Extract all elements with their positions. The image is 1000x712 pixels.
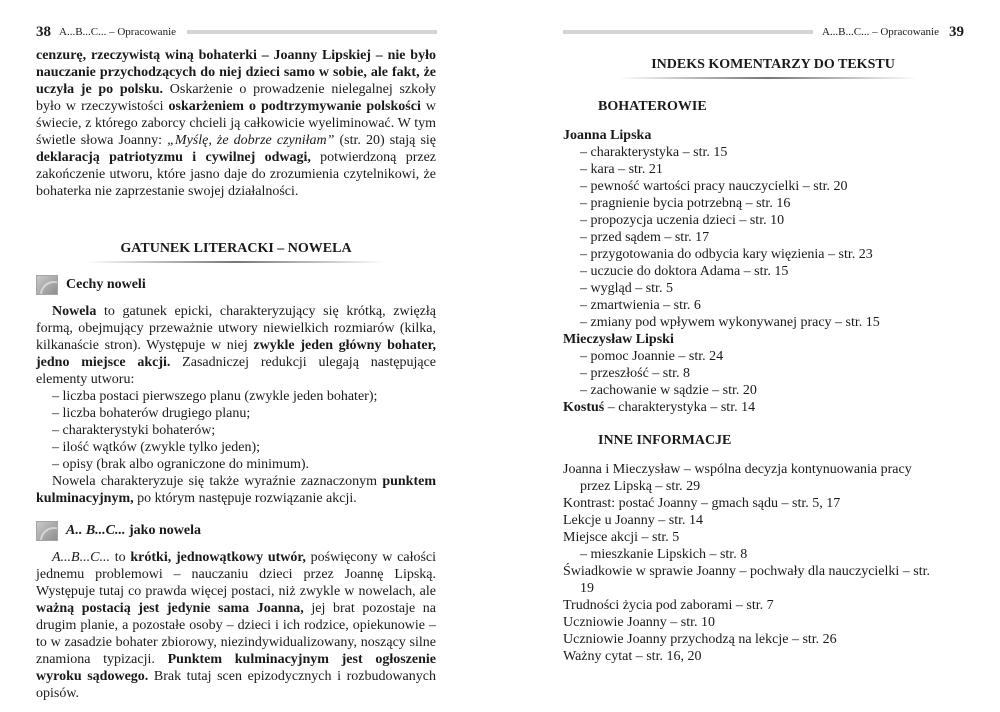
running-title: A...B...C... – Opracowanie: [821, 26, 939, 38]
index-entry: [563, 399, 943, 416]
index-entry: Trudności życia pod zaborami – str. 7: [563, 598, 774, 613]
header-rule: [563, 30, 813, 34]
text-bold: oskarżeniem o podtrzymywanie polskości: [168, 99, 421, 114]
text: jej brat pozostaje na drugim planie, a pozostałe osoby – dzieci i ich rodzice, opiekunowie – to w zasadzie bohater zbiorowy, niezindywidualizowany, noszący silne znamiona typizacji.: [36, 601, 436, 667]
text-bold: krótki, jednowątkowy utwór,: [130, 550, 306, 565]
list-item: – ilość wątków (zwykle tylko jeden);: [52, 440, 261, 455]
subsection-title: Cechy noweli: [66, 277, 146, 292]
paragraph: [36, 473, 436, 507]
index-entry: – pomoc Joannie – str. 24: [580, 349, 724, 364]
index-entry: – zmartwienia – str. 6: [580, 298, 701, 313]
index-entry: Miejsce akcji – str. 5: [563, 530, 680, 545]
index-entry: – zachowanie w sądzie – str. 20: [580, 383, 757, 398]
index-entry: – wygląd – str. 5: [580, 281, 673, 296]
subsection-header: [36, 275, 436, 295]
subsection-header: [36, 521, 436, 541]
header-rule: [187, 30, 437, 34]
text: potwierdzoną przez zakończenie utworu, które jasno daje do zrozumienia czytelnikowi, że bohaterka nie zaprzestanie swojej działalności.: [36, 150, 436, 199]
index-entry: Lekcje u Joanny – str. 14: [563, 513, 703, 528]
section-header: [36, 241, 436, 263]
text: po którym następuje rozwiązanie akcji.: [133, 491, 357, 506]
text: Zasadniczej redukcji ulegają następujące elementy utworu:: [36, 355, 436, 387]
text-bold: Nowela: [52, 304, 97, 319]
index-entry: – pewność wartości pracy nauczycielki – str. 20: [580, 179, 848, 194]
index-entry: – charakterystyka – str. 15: [580, 145, 728, 160]
subsection-body: [36, 303, 436, 507]
section-header: [563, 57, 943, 79]
list-item: – liczba bohaterów drugiego planu;: [52, 406, 251, 421]
text-bold: cenzurę, rzeczywistą winą bohaterki – Joanny Lipskiej – nie było nauczanie przychodzących do niej dzieci samo w sobie, ale fakt, że uczyła je po polsku.: [36, 48, 436, 97]
section-marker-icon: [36, 275, 58, 295]
index-entry: – zmiany pod wpływem wykonywanej pracy – str. 15: [580, 315, 880, 330]
index-entry: Uczniowie Joanny – str. 10: [563, 615, 716, 630]
heroes-heading: BOHATEROWIE: [598, 99, 707, 114]
section-title: GATUNEK LITERACKI – NOWELA: [120, 241, 352, 256]
other-index: [563, 461, 943, 665]
index-entry: – mieszkanie Lipskich – str. 8: [580, 547, 748, 562]
running-head-left: [36, 22, 176, 42]
text: poświęcony w całości jednemu problemowi – nauczaniu dzieci przez Joannę Lipską. Występuje tutaj co prawda więcej postaci, niż zwykle w nowelach, ale: [36, 550, 437, 599]
intro-paragraph: [36, 47, 436, 200]
page-number: 38: [36, 23, 51, 40]
left-content: [36, 47, 436, 702]
heroes-index: [563, 127, 943, 416]
section-title: INDEKS KOMENTARZY DO TEKSTU: [651, 57, 895, 72]
text: Nowela charakteryzuje się także wyraźnie zaznaczonym: [52, 474, 383, 489]
index-entry: – propozycja uczenia dzieci – str. 10: [580, 213, 785, 228]
paragraph: [36, 549, 436, 702]
hero-name: Joanna Lipska: [563, 128, 652, 143]
index-entry: – przed sądem – str. 17: [580, 230, 710, 245]
list-item: – opisy (brak albo ograniczone do minimum).: [52, 457, 309, 472]
text: Brak tutaj scen epizodycznych i rozbudowanych opisów.: [36, 669, 436, 701]
page-number: 39: [949, 23, 964, 40]
hero-name: Kostuś: [563, 400, 605, 415]
text: to: [109, 550, 131, 565]
text: (str. 20) stają się: [334, 133, 437, 148]
index-entry: Uczniowie Joanny przychodzą na lekcje – str. 26: [563, 632, 837, 647]
text-italic: A...B...C...: [52, 550, 110, 565]
index-entry: Joanna i Mieczysław – wspólna decyzja kontynuowania pracy przez Lipską – str. 29: [563, 462, 912, 494]
text-bold: deklaracją patriotyzmu i cywilnej odwagi,: [36, 150, 311, 165]
text-bold: punktem kulminacyjnym,: [36, 474, 436, 506]
text-bold: ważną postacią jest jedynie sama Joanna,: [36, 601, 304, 616]
index-entry: – przygotowania do odbycia kary więzienia – str. 23: [580, 247, 873, 262]
title-italic: A.. B...C...: [66, 523, 126, 538]
text: w świecie, z którego zaborcy chcieli ją całkowicie wyeliminować. W tym świetle słowa Joanny:: [36, 99, 436, 148]
right-page: [500, 0, 1000, 712]
running-title: A...B...C... – Opracowanie: [59, 26, 177, 38]
other-heading: INNE INFORMACJE: [598, 433, 732, 448]
right-content: [563, 47, 943, 665]
text: Oskarżenie o prowadzenie nielegalnej szkoły było w rzeczywistości: [36, 82, 436, 114]
quote: „Myślę, że dobrze czyniłam”: [167, 133, 335, 148]
text: to gatunek epicki, charakteryzujący się krótką, zwięzłą formą, obejmujący przeważnie utwory niewielkich rozmiarów (kilka, kilkanaście stron). Występuje w niej: [36, 304, 436, 353]
hero-name: Mieczysław Lipski: [563, 332, 674, 347]
running-head-right: [822, 22, 964, 42]
paragraph: [36, 303, 436, 388]
index-entry: – uczucie do doktora Adama – str. 15: [580, 264, 789, 279]
text-bold: zwykle jeden główny bohater, jedno miejsce akcji.: [36, 338, 436, 370]
text-bold: Punktem kulminacyjnym jest ogłoszenie wyroku sądowego.: [36, 652, 437, 684]
index-entry: Świadkowie w sprawie Joanny – pochwały dla nauczycielki – str. 19: [563, 564, 931, 596]
title-rule: [86, 261, 386, 263]
index-entry: – kara – str. 21: [580, 162, 663, 177]
list-item: – charakterystyki bohaterów;: [52, 423, 216, 438]
index-entry: – przeszłość – str. 8: [580, 366, 691, 381]
index-entry: Kontrast: postać Joanny – gmach sądu – str. 5, 17: [563, 496, 841, 511]
title-text: jako nowela: [125, 523, 201, 538]
list-item: – liczba postaci pierwszego planu (zwykle jeden bohater);: [52, 389, 378, 404]
index-entry: Ważny cytat – str. 16, 20: [563, 649, 702, 664]
index-entry: – pragnienie bycia potrzebną – str. 16: [580, 196, 791, 211]
text: – charakterystyka – str. 14: [604, 400, 756, 415]
title-rule: [618, 77, 918, 79]
section-marker-icon: [36, 521, 58, 541]
subsection-title: [66, 523, 201, 539]
